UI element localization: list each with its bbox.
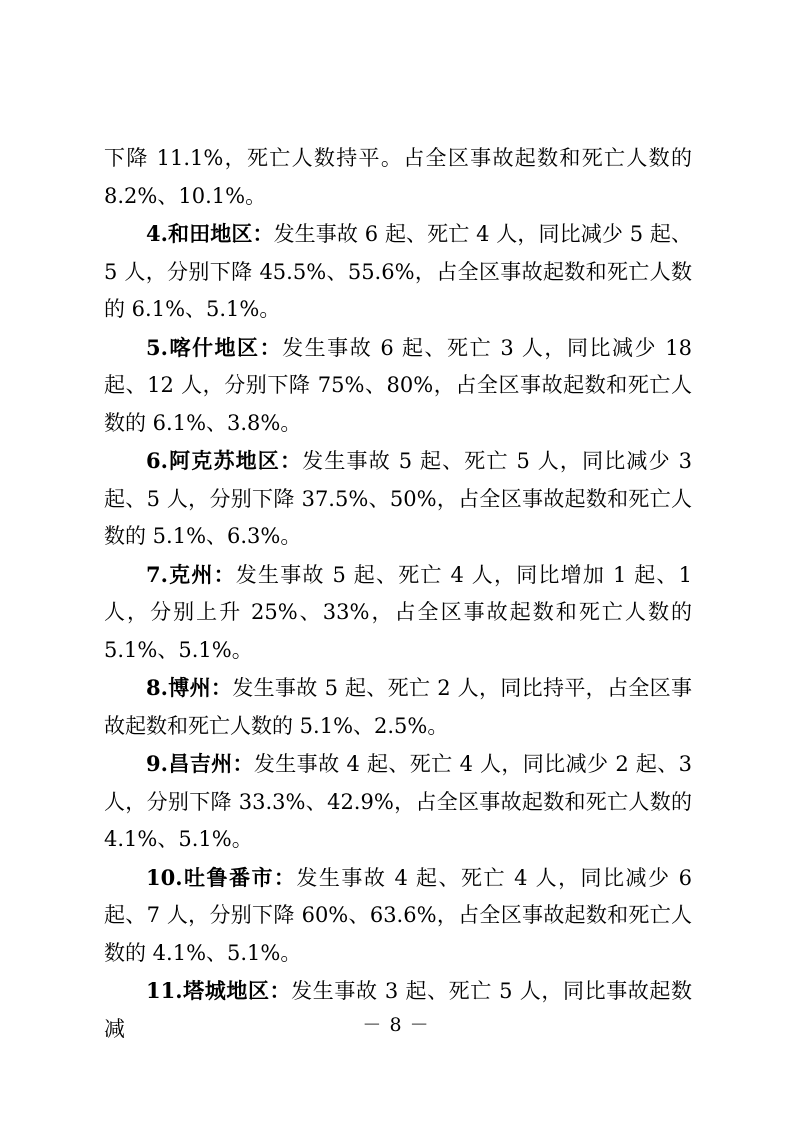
paragraph-hetian xyxy=(104,215,692,329)
region-heading: 10.吐鲁番市： xyxy=(146,864,297,890)
paragraph-text: 发生事故 6 起、死亡 3 人，同比减少 18 起、12 人，分别下降 75%、80%，占全区事故起数和死亡人数的 6.1%、3.8%。 xyxy=(104,335,692,435)
paragraph-text: 发生事故 4 起、死亡 4 人，同比减少 6 起、7 人，分别下降 60%、63.6%，占全区事故起数和死亡人数的 4.1%、5.1%。 xyxy=(104,865,692,965)
paragraph-text: 发生事故 5 起、死亡 2 人，同比持平，占全区事故起数和死亡人数的 5.1%、2.5%。 xyxy=(104,676,692,738)
document-body xyxy=(104,140,692,1048)
region-heading: 8.博州： xyxy=(146,675,233,700)
paragraph-text: 发生事故 6 起、死亡 4 人，同比减少 5 起、5 人，分别下降 45.5%、55.6%，占全区事故起数和死亡人数的 6.1%、5.1%。 xyxy=(104,222,692,321)
region-heading: 9.昌吉州： xyxy=(146,751,254,776)
paragraph-text: 发生事故 3 起、死亡 5 人，同比事故起数减 xyxy=(104,979,693,1041)
region-heading: 11.塔城地区： xyxy=(146,978,292,1003)
region-heading: 5.喀什地区： xyxy=(146,334,283,360)
paragraph-tulufan xyxy=(104,859,692,973)
paragraph-text: 发生事故 4 起、死亡 4 人，同比减少 2 起、3 人，分别下降 33.3%、42.9%，占全区事故起数和死亡人数的 4.1%、5.1%。 xyxy=(104,752,692,851)
paragraph-bozhou xyxy=(104,669,692,745)
paragraph-continuation xyxy=(104,140,692,215)
region-heading: 6.阿克苏地区： xyxy=(146,448,303,473)
paragraph-kezhou xyxy=(104,556,692,670)
region-heading: 4.和田地区： xyxy=(146,221,274,246)
region-heading: 7.克州： xyxy=(146,561,236,587)
page-number: － 8 － xyxy=(362,1014,430,1036)
paragraph-text: 发生事故 5 起、死亡 5 人，同比减少 3 起、5 人，分别下降 37.5%、50%，占全区事故起数和死亡人数的 5.1%、6.3%。 xyxy=(104,449,692,548)
paragraph-kashi xyxy=(104,329,692,443)
paragraph-text: 下降 11.1%，死亡人数持平。占全区事故起数和死亡人数的 8.2%、10.1%。 xyxy=(104,146,692,208)
paragraph-text: 发生事故 5 起、死亡 4 人，同比增加 1 起、1 人，分别上升 25%、33%，占全区事故起数和死亡人数的 5.1%、5.1%。 xyxy=(104,562,692,662)
paragraph-akesu xyxy=(104,442,692,556)
paragraph-changji xyxy=(104,745,692,859)
